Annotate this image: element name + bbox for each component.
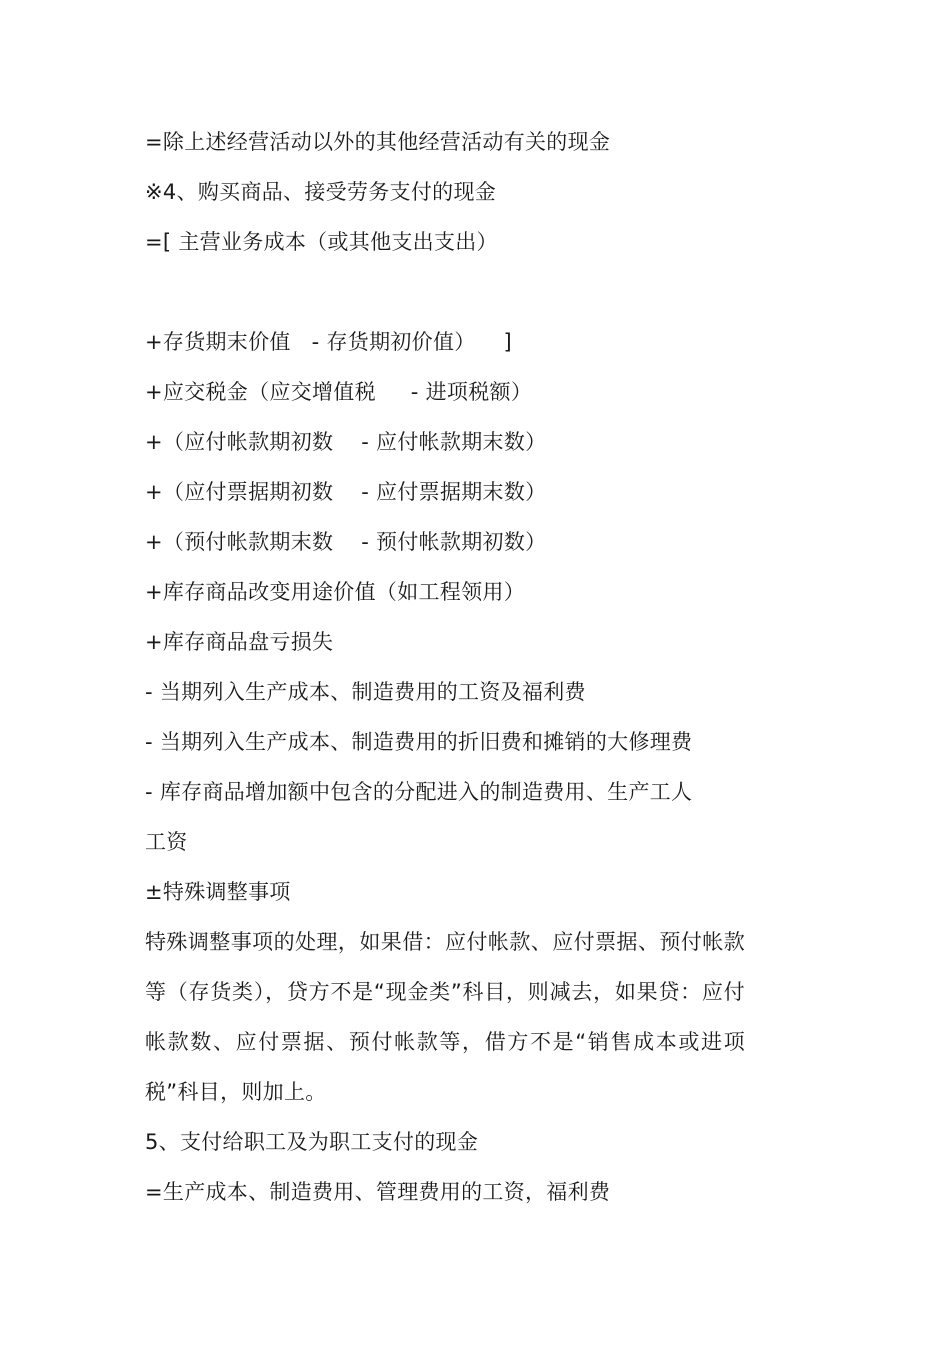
text-line-prepaid-accounts: +（预付帐款期末数 - 预付帐款期初数） xyxy=(145,530,547,554)
text-line-production-costs-wages: =生产成本、制造费用、管理费用的工资，福利费 xyxy=(145,1180,611,1204)
text-line-other-operating-cash: =除上述经营活动以外的其他经营活动有关的现金 xyxy=(145,130,611,154)
text-line-inventory-value: +存货期末价值 - 存货期初价值） ] xyxy=(145,330,512,354)
text-line-main-business-cost: =[ 主营业务成本（或其他支出支出） xyxy=(145,230,498,254)
heading-purchase-goods-cash: ※4、购买商品、接受劳务支付的现金 xyxy=(145,180,497,204)
text-line-inventory-increase: - 库存商品增加额中包含的分配进入的制造费用、生产工人 xyxy=(145,780,693,804)
text-line-wages: 工资 xyxy=(145,830,188,854)
text-line-wages-welfare: - 当期列入生产成本、制造费用的工资及福利费 xyxy=(145,680,586,704)
text-line-special-adjustment: ±特殊调整事项 xyxy=(145,880,291,904)
text-line-notes-payable: +（应付票据期初数 - 应付票据期末数） xyxy=(145,480,547,504)
text-line-accounts-payable: +（应付帐款期初数 - 应付帐款期末数） xyxy=(145,430,547,454)
text-line-inventory-usage-change: +库存商品改变用途价值（如工程领用） xyxy=(145,580,525,604)
special-adjustment-paragraph: 特殊调整事项的处理，如果借：应付帐款、应付票据、预付帐款等（存货类），贷方不是“现金类”科目，则减去，如果贷：应付帐款数、应付票据、预付帐款等，借方不是“销售成本或进项税”科目，则加上。 xyxy=(145,930,745,1104)
text-line-depreciation-repair: - 当期列入生产成本、制造费用的折旧费和摊销的大修理费 xyxy=(145,730,693,754)
text-line-tax-payable: +应交税金（应交增值税 - 进项税额） xyxy=(145,380,533,404)
text-line-inventory-loss: +库存商品盘亏损失 xyxy=(145,630,334,654)
heading-employee-cash: 5、支付给职工及为职工支付的现金 xyxy=(145,1130,479,1154)
